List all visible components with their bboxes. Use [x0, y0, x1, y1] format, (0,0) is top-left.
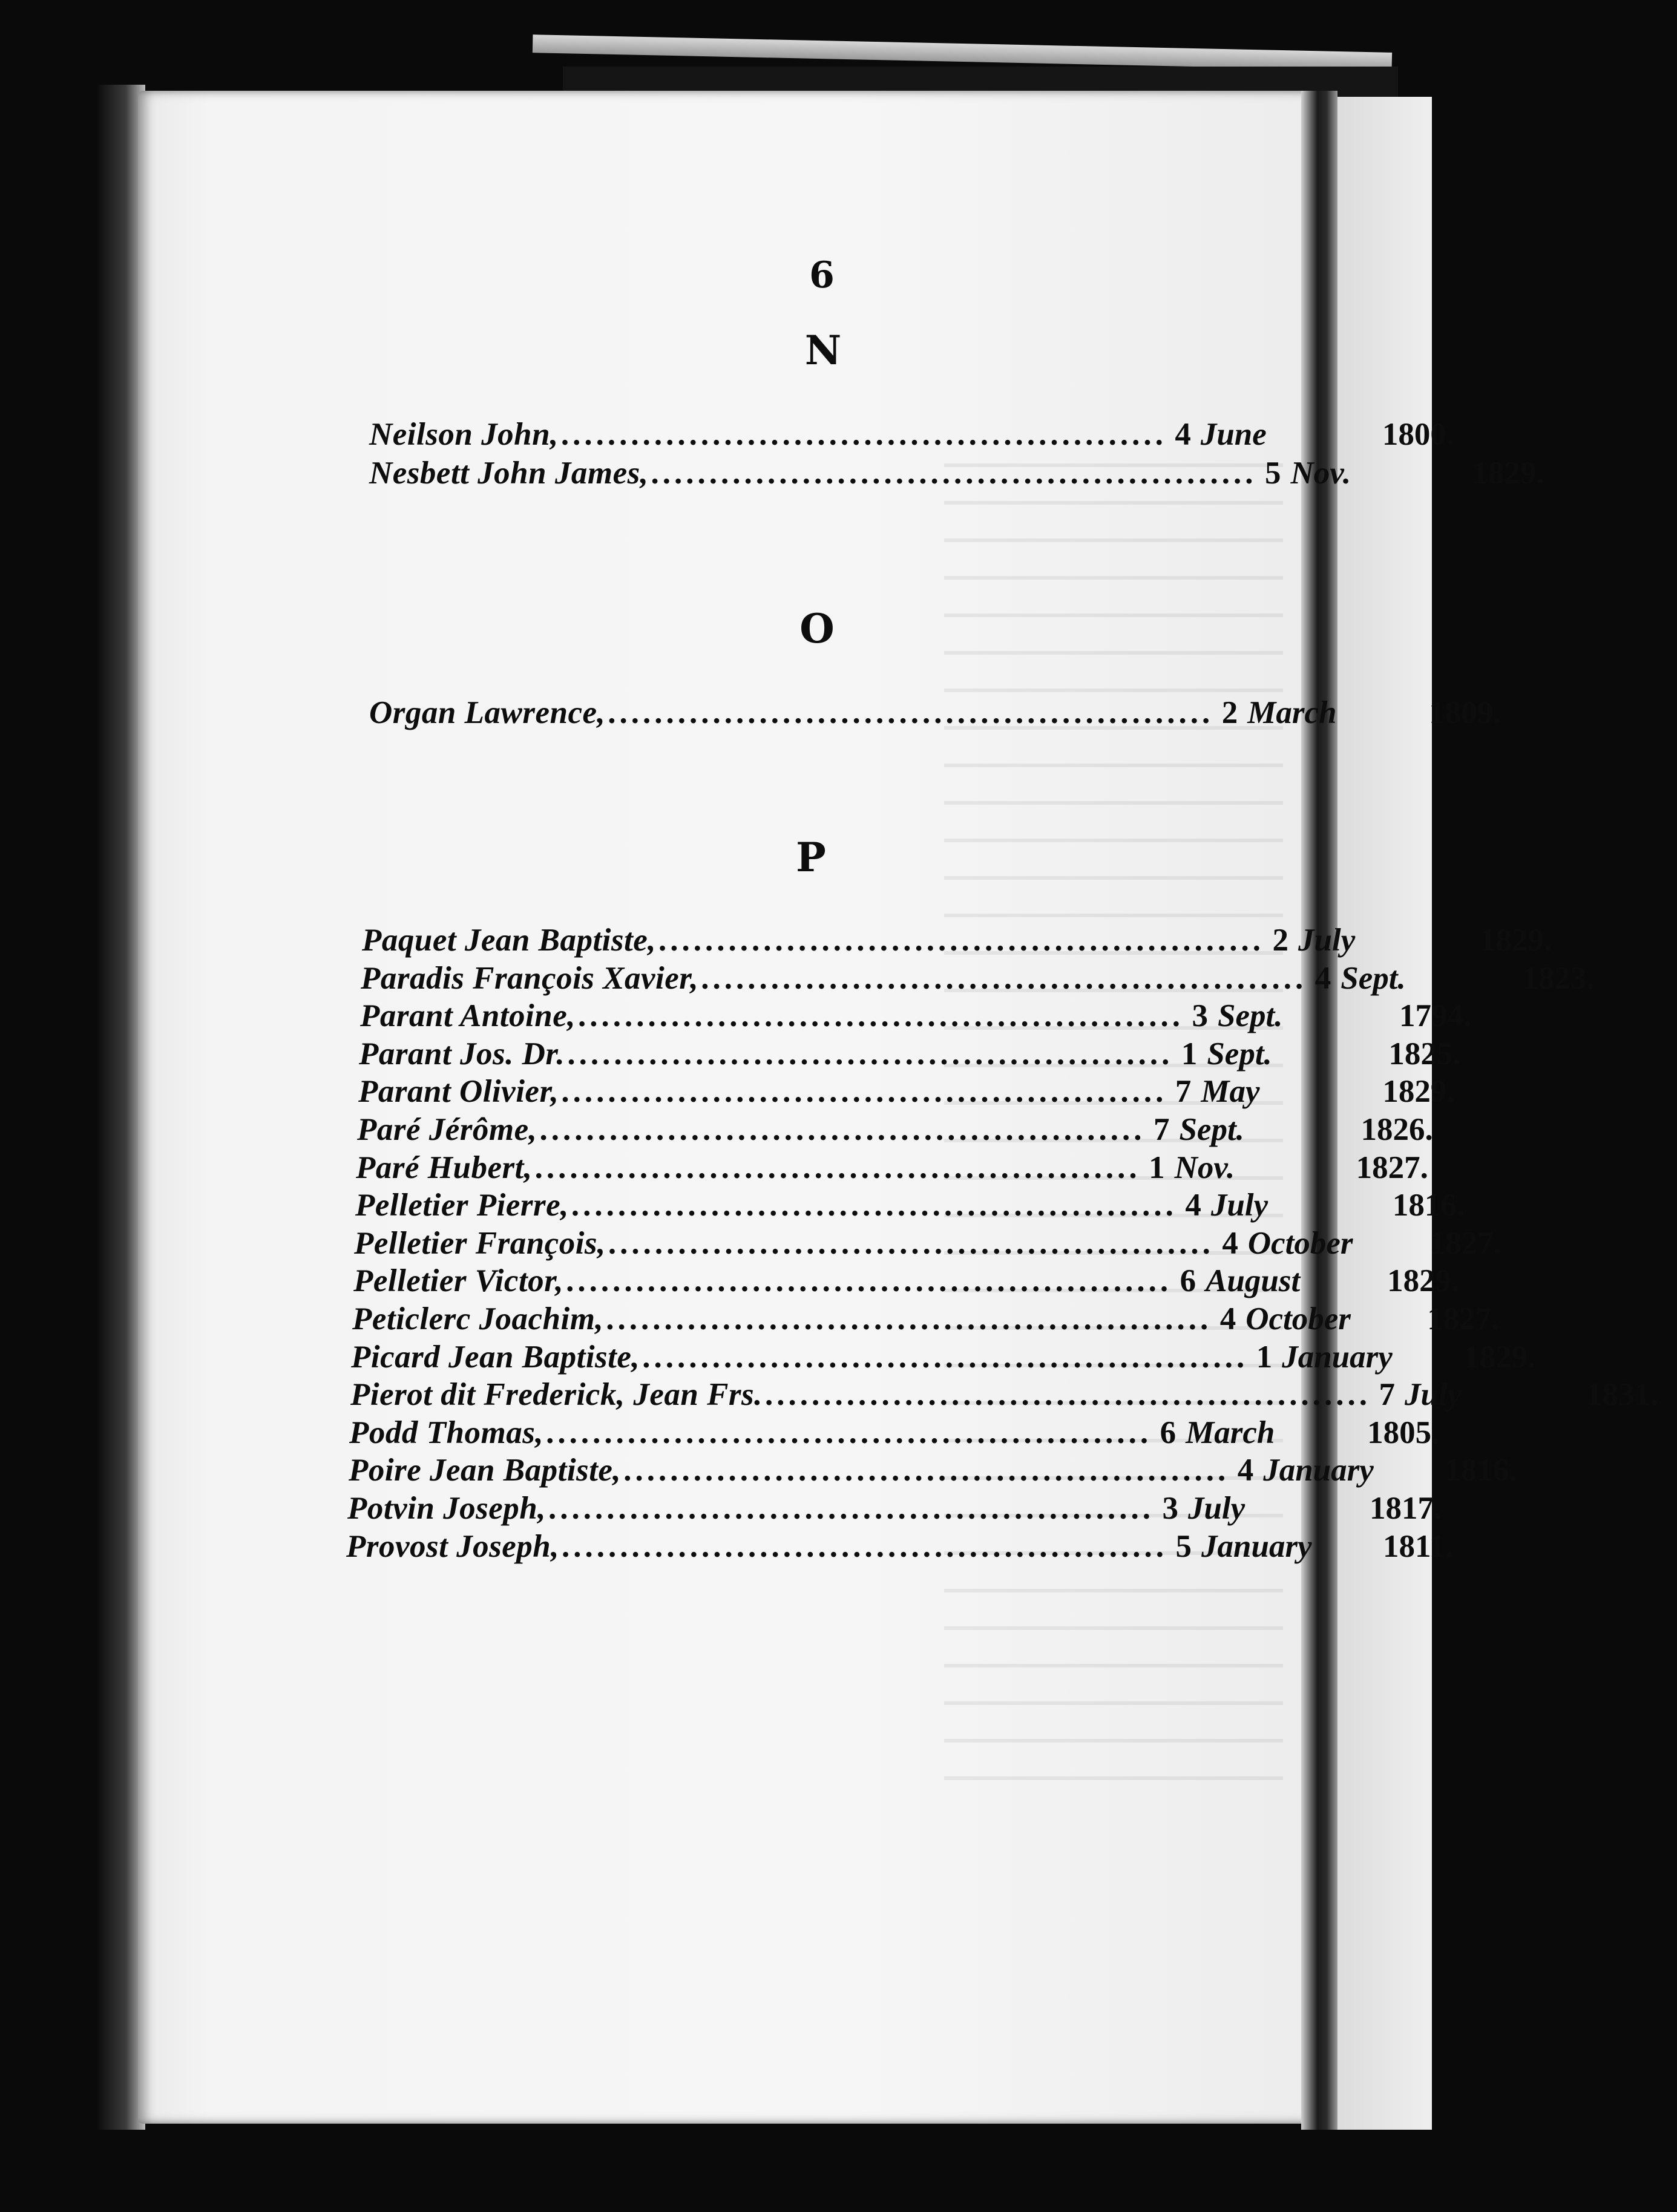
- dot-leader: ....................................................: [701, 961, 1307, 996]
- entry-month: Nov.: [1290, 456, 1351, 491]
- entry-month: May: [1201, 1074, 1260, 1109]
- binding-strip: [533, 34, 1392, 71]
- dot-leader: ....................................................: [546, 1415, 1152, 1450]
- register-entry: [358, 1073, 1455, 1109]
- entry-name: Podd Thomas,: [349, 1415, 544, 1450]
- register-entry: [346, 1528, 1454, 1564]
- entry-year: 1826.: [1360, 1112, 1433, 1147]
- register-entry: [350, 1376, 1659, 1412]
- register-entry: [357, 1111, 1433, 1147]
- entry-year: 1809.: [1429, 695, 1501, 730]
- entry-day: 7: [1153, 1112, 1170, 1147]
- entry-month: Nov.: [1174, 1150, 1235, 1185]
- register-entry: [355, 1187, 1465, 1223]
- entry-month: July: [1187, 1491, 1245, 1526]
- dot-leader: ....................................................: [562, 1529, 1167, 1564]
- dot-leader: ....................................................: [578, 998, 1184, 1033]
- entry-day: 4: [1185, 1188, 1201, 1223]
- register-entry: [362, 922, 1552, 958]
- entry-name: Peticlerc Joachim,: [352, 1301, 604, 1337]
- entry-year: 1827.: [1356, 1150, 1428, 1185]
- register-entry: [369, 416, 1455, 452]
- entry-year: 1829.: [1382, 1074, 1455, 1109]
- entry-year: 1794.: [1399, 998, 1472, 1033]
- register-entry: [361, 960, 1595, 996]
- dot-leader: ....................................................: [567, 1036, 1173, 1072]
- entry-year: 1823.: [1522, 961, 1595, 996]
- dot-leader: ....................................................: [566, 1263, 1172, 1298]
- entry-name: Parant Antoine,: [360, 998, 576, 1033]
- entry-name: Paré Jérôme,: [357, 1112, 537, 1147]
- dot-leader: ....................................................: [608, 695, 1214, 730]
- dot-leader: ....................................................: [651, 456, 1257, 491]
- entry-year: 1829.: [1463, 1340, 1536, 1375]
- dot-leader: ....................................................: [658, 923, 1265, 958]
- entry-day: 4: [1314, 961, 1331, 996]
- entry-month: October: [1245, 1301, 1351, 1337]
- register-entry: [369, 455, 1544, 491]
- register-entry: [369, 695, 1501, 730]
- dot-leader: ....................................................: [642, 1340, 1249, 1375]
- dot-leader: ....................................................: [764, 1377, 1371, 1412]
- entry-month: January: [1201, 1529, 1312, 1564]
- entry-month: Sept.: [1179, 1112, 1244, 1147]
- entry-name: Pelletier Pierre,: [355, 1188, 569, 1223]
- register-entry: [360, 998, 1472, 1033]
- section-letter-p: P: [796, 834, 826, 881]
- entry-month: October: [1247, 1226, 1353, 1261]
- dot-leader: ....................................................: [548, 1491, 1154, 1526]
- dot-leader: ....................................................: [623, 1453, 1230, 1488]
- entry-year: 1816.: [1392, 1188, 1465, 1223]
- entry-day: 1: [1149, 1150, 1165, 1185]
- entry-day: 7: [1175, 1074, 1192, 1109]
- entry-year: 1831.: [1586, 1377, 1659, 1412]
- entry-name: Provost Joseph,: [346, 1529, 559, 1564]
- dot-leader: ....................................................: [560, 417, 1167, 452]
- entry-day: 4: [1237, 1453, 1254, 1488]
- dot-leader: ....................................................: [534, 1150, 1141, 1185]
- section-letter-n: N: [804, 327, 842, 374]
- page-number: 6: [809, 254, 835, 296]
- entry-year: 1829.: [1387, 1263, 1460, 1298]
- entry-month: Sept.: [1341, 961, 1406, 996]
- entry-name: Parant Olivier,: [358, 1074, 559, 1109]
- entry-month: January: [1282, 1340, 1393, 1375]
- entry-name: Parant Jos. Dr.: [359, 1036, 565, 1072]
- entry-month: March: [1186, 1415, 1275, 1450]
- register-entry: [347, 1490, 1442, 1526]
- entry-name: Organ Lawrence,: [369, 695, 606, 730]
- entry-month: June: [1200, 417, 1267, 452]
- entry-year: 1829.: [1472, 456, 1544, 491]
- register-entry: [351, 1339, 1536, 1375]
- register-entry: [353, 1263, 1460, 1298]
- entry-day: 6: [1160, 1415, 1177, 1450]
- register-entry: [354, 1225, 1502, 1261]
- register-entry: [356, 1150, 1428, 1185]
- entry-month: March: [1247, 695, 1337, 730]
- entry-year: 1805.: [1367, 1415, 1440, 1450]
- entry-day: 2: [1221, 695, 1238, 730]
- entry-month: July: [1404, 1377, 1462, 1412]
- entry-day: 3: [1192, 998, 1209, 1033]
- entry-year: 1825.: [1388, 1036, 1461, 1072]
- register-entry: [359, 1036, 1461, 1072]
- entry-day: 2: [1272, 923, 1289, 958]
- entry-name: Poire Jean Baptiste,: [349, 1453, 622, 1488]
- entry-month: Sept.: [1207, 1036, 1272, 1072]
- dot-leader: ....................................................: [608, 1226, 1214, 1261]
- entry-name: Pierot dit Frederick, Jean Frs.: [350, 1377, 763, 1412]
- book-spine: [1301, 91, 1337, 2130]
- entry-year: 1829.: [1480, 923, 1552, 958]
- entry-name: Paradis François Xavier,: [361, 961, 699, 996]
- entry-month: August: [1206, 1263, 1301, 1298]
- entry-day: 6: [1180, 1263, 1196, 1298]
- entry-name: Paré Hubert,: [356, 1150, 533, 1185]
- entry-day: 4: [1175, 417, 1191, 452]
- entry-year: 1817.: [1369, 1491, 1442, 1526]
- register-entry: [349, 1452, 1517, 1488]
- register-entry: [352, 1301, 1500, 1337]
- entry-day: 7: [1379, 1377, 1395, 1412]
- entry-name: Pelletier François,: [354, 1226, 606, 1261]
- entry-year: 1827.: [1427, 1301, 1500, 1337]
- entry-month: July: [1298, 923, 1356, 958]
- register-entry: [349, 1415, 1440, 1450]
- entry-year: 1811.: [1383, 1529, 1454, 1564]
- entry-month: January: [1263, 1453, 1374, 1488]
- dot-leader: ....................................................: [561, 1074, 1167, 1109]
- entry-name: Potvin Joseph,: [347, 1491, 546, 1526]
- entry-name: Nesbett John James,: [369, 456, 649, 491]
- entry-name: Paquet Jean Baptiste,: [362, 923, 657, 958]
- dot-leader: ....................................................: [539, 1112, 1146, 1147]
- entry-day: 5: [1264, 456, 1281, 491]
- entry-year: 1816.: [1445, 1453, 1517, 1488]
- entry-year: 1827.: [1429, 1226, 1502, 1261]
- entry-month: Sept.: [1218, 998, 1283, 1033]
- entry-day: 4: [1219, 1301, 1236, 1337]
- section-letter-o: O: [799, 605, 835, 652]
- entry-name: Picard Jean Baptiste,: [351, 1340, 640, 1375]
- entry-day: 4: [1222, 1226, 1238, 1261]
- entry-name: Neilson John,: [369, 417, 559, 452]
- entry-day: 5: [1175, 1529, 1192, 1564]
- dot-leader: ....................................................: [571, 1188, 1177, 1223]
- entry-day: 1: [1256, 1340, 1273, 1375]
- dot-leader: ....................................................: [606, 1301, 1212, 1337]
- entry-day: 3: [1162, 1491, 1178, 1526]
- entry-day: 1: [1181, 1036, 1198, 1072]
- entry-year: 1800.: [1382, 417, 1455, 452]
- entry-name: Pelletier Victor,: [353, 1263, 564, 1298]
- entry-month: July: [1210, 1188, 1268, 1223]
